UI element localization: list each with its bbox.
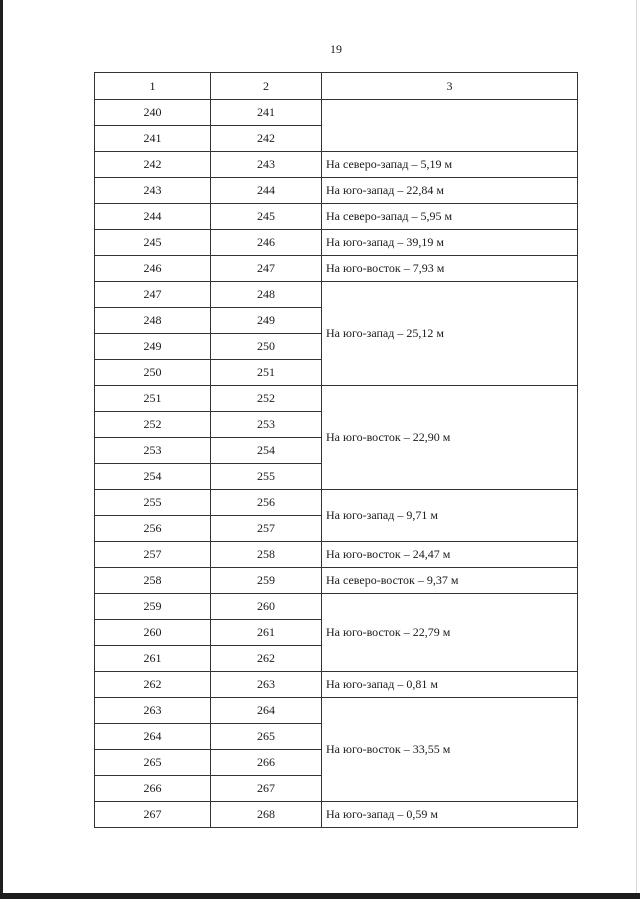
scan-edge-bottom bbox=[0, 893, 640, 899]
to-point: 248 bbox=[211, 282, 322, 308]
to-point: 243 bbox=[211, 152, 322, 178]
from-point: 257 bbox=[95, 542, 211, 568]
table-row bbox=[95, 542, 578, 568]
from-point: 244 bbox=[95, 204, 211, 230]
to-point: 250 bbox=[211, 334, 322, 360]
from-point: 247 bbox=[95, 282, 211, 308]
from-point: 261 bbox=[95, 646, 211, 672]
from-point: 256 bbox=[95, 516, 211, 542]
table-row bbox=[95, 178, 578, 204]
to-point: 264 bbox=[211, 698, 322, 724]
table-row bbox=[95, 490, 578, 516]
table-row bbox=[95, 386, 578, 412]
from-point: 241 bbox=[95, 126, 211, 152]
from-point: 242 bbox=[95, 152, 211, 178]
from-point: 243 bbox=[95, 178, 211, 204]
table-row bbox=[95, 152, 578, 178]
from-point: 267 bbox=[95, 802, 211, 828]
direction-cell: На юго-восток – 22,79 м bbox=[322, 594, 578, 672]
table-row bbox=[95, 698, 578, 724]
from-point: 265 bbox=[95, 750, 211, 776]
to-point: 246 bbox=[211, 230, 322, 256]
to-point: 268 bbox=[211, 802, 322, 828]
from-point: 263 bbox=[95, 698, 211, 724]
from-point: 262 bbox=[95, 672, 211, 698]
table-row bbox=[95, 594, 578, 620]
table-row bbox=[95, 568, 578, 594]
to-point: 258 bbox=[211, 542, 322, 568]
from-point: 252 bbox=[95, 412, 211, 438]
from-point: 240 bbox=[95, 100, 211, 126]
to-point: 262 bbox=[211, 646, 322, 672]
from-point: 255 bbox=[95, 490, 211, 516]
table-row bbox=[95, 100, 578, 126]
to-point: 251 bbox=[211, 360, 322, 386]
to-point: 257 bbox=[211, 516, 322, 542]
to-point: 254 bbox=[211, 438, 322, 464]
direction-cell: На северо-восток – 9,37 м bbox=[322, 568, 578, 594]
to-point: 255 bbox=[211, 464, 322, 490]
scan-edge-right bbox=[636, 0, 637, 899]
direction-cell: На юго-восток – 22,90 м bbox=[322, 386, 578, 490]
to-point: 252 bbox=[211, 386, 322, 412]
to-point: 242 bbox=[211, 126, 322, 152]
table-row bbox=[95, 230, 578, 256]
column-header: 1 bbox=[95, 73, 211, 100]
direction-cell: На юго-восток – 33,55 м bbox=[322, 698, 578, 802]
to-point: 244 bbox=[211, 178, 322, 204]
from-point: 249 bbox=[95, 334, 211, 360]
from-point: 266 bbox=[95, 776, 211, 802]
table-row bbox=[95, 672, 578, 698]
from-point: 248 bbox=[95, 308, 211, 334]
column-header: 3 bbox=[322, 73, 578, 100]
direction-cell: На юго-запад – 39,19 м bbox=[322, 230, 578, 256]
direction-cell: На юго-запад – 9,71 м bbox=[322, 490, 578, 542]
table-row bbox=[95, 256, 578, 282]
from-point: 264 bbox=[95, 724, 211, 750]
direction-cell: На юго-запад – 0,81 м bbox=[322, 672, 578, 698]
to-point: 266 bbox=[211, 750, 322, 776]
from-point: 258 bbox=[95, 568, 211, 594]
from-point: 245 bbox=[95, 230, 211, 256]
direction-cell: На юго-запад – 0,59 м bbox=[322, 802, 578, 828]
column-header: 2 bbox=[211, 73, 322, 100]
to-point: 267 bbox=[211, 776, 322, 802]
to-point: 263 bbox=[211, 672, 322, 698]
from-point: 254 bbox=[95, 464, 211, 490]
table-row bbox=[95, 282, 578, 308]
direction-cell: На юго-запад – 25,12 м bbox=[322, 282, 578, 386]
direction-cell: На юго-восток – 24,47 м bbox=[322, 542, 578, 568]
from-point: 259 bbox=[95, 594, 211, 620]
to-point: 259 bbox=[211, 568, 322, 594]
table-row bbox=[95, 204, 578, 230]
direction-cell: На северо-запад – 5,95 м bbox=[322, 204, 578, 230]
direction-cell: На юго-восток – 7,93 м bbox=[322, 256, 578, 282]
direction-cell: На юго-запад – 22,84 м bbox=[322, 178, 578, 204]
scan-edge-left bbox=[0, 0, 3, 899]
to-point: 247 bbox=[211, 256, 322, 282]
to-point: 249 bbox=[211, 308, 322, 334]
from-point: 253 bbox=[95, 438, 211, 464]
from-point: 251 bbox=[95, 386, 211, 412]
to-point: 253 bbox=[211, 412, 322, 438]
to-point: 265 bbox=[211, 724, 322, 750]
direction-cell: На северо-запад – 5,19 м bbox=[322, 152, 578, 178]
table-row bbox=[95, 802, 578, 828]
from-point: 260 bbox=[95, 620, 211, 646]
from-point: 246 bbox=[95, 256, 211, 282]
to-point: 260 bbox=[211, 594, 322, 620]
page-number: 19 bbox=[330, 42, 342, 56]
table-header-row bbox=[95, 73, 578, 100]
from-point: 250 bbox=[95, 360, 211, 386]
to-point: 245 bbox=[211, 204, 322, 230]
to-point: 241 bbox=[211, 100, 322, 126]
direction-cell bbox=[322, 100, 578, 152]
coordinates-table bbox=[94, 72, 578, 828]
to-point: 261 bbox=[211, 620, 322, 646]
to-point: 256 bbox=[211, 490, 322, 516]
